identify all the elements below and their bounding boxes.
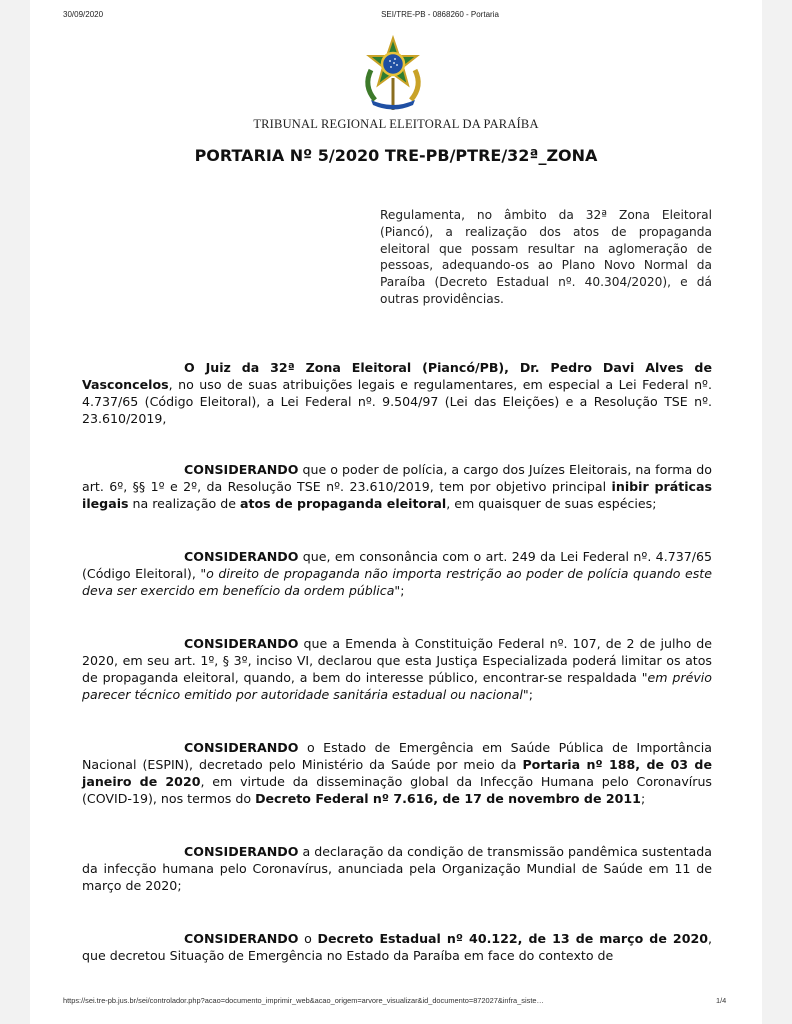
quotation: "em prévio parecer técnico emitido por autoridade sanitária estadual ou nacional" [82,670,712,702]
page-margin-left [0,0,30,1024]
ementa: Regulamenta, no âmbito da 32ª Zona Eleitoral (Piancó), a realização dos atos de propaganda eleitoral que possam resultar na aglomeração de pessoas, adequando-os ao Plano Novo Normal da Paraíba (Decreto Estadual nº. 40.304/2020), e dá outras providências. [380,208,712,306]
paragraph-text: ; [528,687,533,702]
paragraph-text: na realização de [128,496,241,511]
emphasis: atos de propaganda eleitoral [240,496,447,511]
paragraph-text: o [298,931,318,946]
paragraph-considerando-1 [82,461,712,512]
considerando-label: CONSIDERANDO [184,549,299,564]
paragraph-text: que o poder de polícia, a cargo dos Juízes Eleitorais, na forma do art. 6º, §§ 1º e 2º, da Resolução TSE nº. 23.610/2019, tem por objetivo principal [82,462,712,494]
paragraph-preamble [82,359,712,427]
considerando-label: CONSIDERANDO [184,740,299,755]
brazil-coat-of-arms-icon [357,34,429,114]
considerando-label: CONSIDERANDO [184,931,299,946]
paragraph-text: o Estado de Emergência em Saúde Pública de Importância Nacional (ESPIN), decretado pelo Ministério da Saúde por meio da [82,740,712,772]
emphasis: Decreto Federal nº 7.616, de 17 de novembro de 2011 [255,791,641,806]
court-name: TRIBUNAL REGIONAL ELEITORAL DA PARAÍBA [253,117,539,131]
document-reference: SEI/TRE-PB - 0868260 - Portaria [381,10,499,19]
considerando-label: CONSIDERANDO [184,844,299,859]
considerando-label: CONSIDERANDO [184,636,299,651]
document-body [82,359,712,1000]
paragraph-considerando-6 [82,930,712,964]
paragraph-text: que, em consonância com o art. 249 da Lei Federal nº. 4.737/65 (Código Eleitoral), [82,549,712,581]
paragraph-text: ; [400,583,405,598]
judge-identification: O Juiz da 32ª Zona Eleitoral (Piancó/PB), Dr. Pedro Davi Alves de Vasconcelos [82,360,712,392]
page-margin-right [762,0,792,1024]
emphasis: Portaria nº 188, de 03 de janeiro de 2020 [82,757,712,789]
considerando-label: CONSIDERANDO [184,462,299,477]
page-number: 1/4 [716,996,727,1005]
emphasis: Decreto Estadual nº 40.122, de 13 de março de 2020 [317,931,708,946]
print-date: 30/09/2020 [63,10,104,19]
footer-url: https://sei.tre-pb.jus.br/sei/controlador.php?acao=documento_imprimir_web&acao_origem=arvore_visualizar&id_documento=872027&infra_siste… [63,996,544,1005]
paragraph-text: ; [640,791,646,806]
emphasis: inibir práticas ilegais [82,479,712,511]
document-title: PORTARIA Nº 5/2020 TRE-PB/PTRE/32ª_ZONA [194,146,598,165]
paragraph-text: , que decretou Situação de Emergência no Estado da Paraíba em face do contexto de [82,931,712,963]
paragraph-text: , em virtude da disseminação global da Infecção Humana pelo Coronavírus (COVID-19), nos termos do [82,774,712,806]
paragraph-considerando-4 [82,739,712,807]
preamble-text: , no uso de suas atribuições legais e regulamentares, em especial a Lei Federal nº. 4.737/65 (Código Eleitoral), a Lei Federal nº. 9.504/97 (Lei das Eleições) e a Resolução TSE nº. 23.610/2019, [82,377,712,426]
paragraph-text: a declaração da condição de transmissão pandêmica sustentada da infecção humana pelo Coronavírus, anunciada pela Organização Mundial de Saúde em 11 de março de 2020; [82,844,712,893]
paragraph-text: que a Emenda à Constituição Federal nº. 107, de 2 de julho de 2020, em seu art. 1º, § 3º, inciso VI, declarou que esta Justiça Especializada poderá limitar os atos de propaganda eleitoral, quando, a bem do interesse público, encontrar-se respaldada [82,636,712,685]
paragraph-text: , em quaisquer de suas espécies; [446,496,657,511]
quotation: "o direito de propaganda não importa restrição ao poder de polícia quando este deva ser exercido em benefício da ordem pública" [82,566,712,598]
paragraph-considerando-5 [82,843,712,894]
paragraph-considerando-3 [82,635,712,703]
paragraph-considerando-2 [82,548,712,599]
